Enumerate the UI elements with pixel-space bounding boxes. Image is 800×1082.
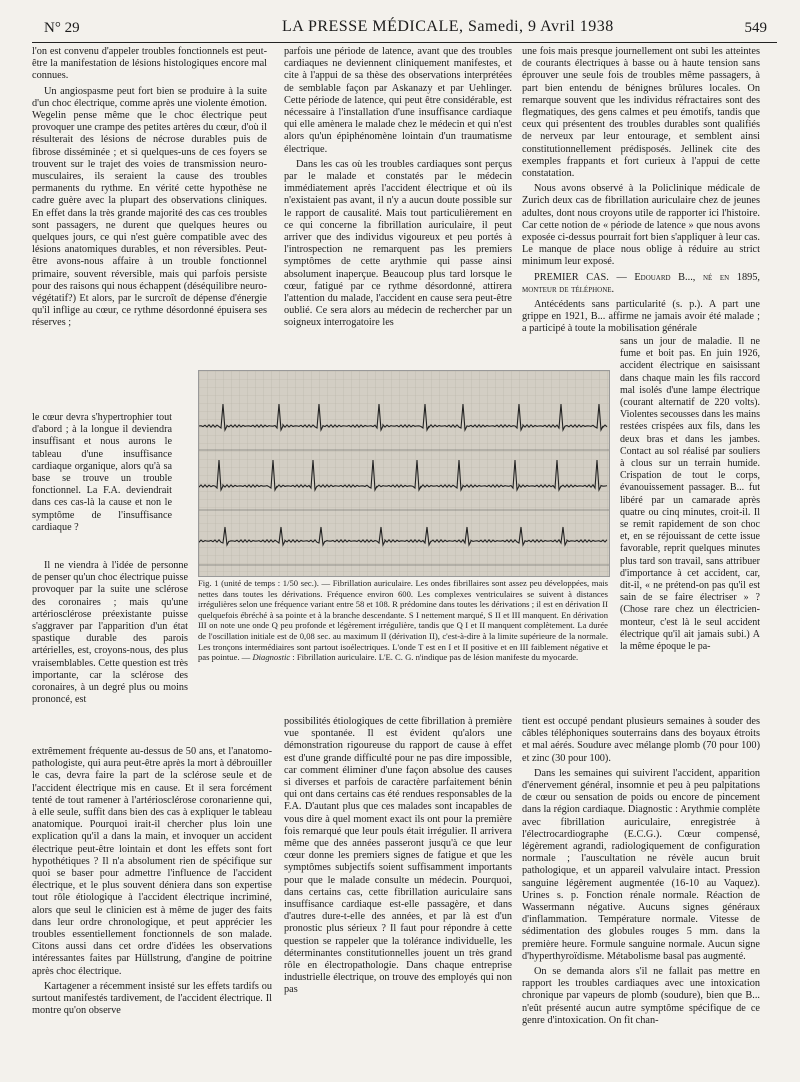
journal-title: LA PRESSE MÉDICALE, Samedi, 9 Avril 1938 [282, 18, 614, 35]
running-header [32, 18, 777, 43]
paragraph: Antécédents sans particularité (s. p.). A part une grippe en 1921, B... affirme ne jamais avoir été malade ; a participé à toute la mobilisation générale [522, 299, 760, 335]
paragraph: Dans les semaines qui suivirent l'accident, apparition d'énervement général, insomnie et peu à peu palpitations de cœur ou sensation de poids ou encore de pincement dans la région cardiaque. Diagnostic : Arythmie complète avec fibrillation auriculaire, enregistrée à l'électrocardiographe (E.C.G.). Cœur compensé, légèrement agrandi, radiologiquement de configuration normale ; l'auscultation ne révèle aucun bruit pathologique, et un appareil valvulaire intact. Pression sanguine légèrement augmentée (16-10 au Vaquez). Urines s. p. Fonction rénale normale. Réaction de Wassermann négative. Aucuns signes généraux d'inflammation. Température normale. Vitesse de sédimentation des globules rouges 5 mm. dans la première heure. Formule sanguine normale. Aucun signe d'hyperthyroïdisme. Métabolisme basal pas augmenté. [522, 767, 760, 962]
column-3-bottom [522, 716, 760, 1030]
column-1-bottom [32, 746, 272, 1020]
paragraph: une fois mais presque journellement ont subi les atteintes de courants électriques à basse ou à haute tension sans éprouver une seule fois de troubles même passagers, à part bien entendu de bénignes brûlures locales. On remarque souvent que les individus réfractaires sont des flegmatiques, des gens calmes et peu émotifs, tandis que ceux qui présentent des troubles durables sont qualifiés de nerveux par leur entourage, et semblent ainsi constitutionnellement prédisposés. Jellinek cite des exemples frappants et fort curieux à l'appui de cette constatation. [522, 46, 760, 180]
issue-number: N° 29 [44, 20, 80, 36]
column-3-wrap [620, 336, 760, 656]
paragraph: sans un jour de maladie. Il ne fume et boit pas. En juin 1926, accident électrique en saisissant dans chaque main les fils raccord mal isolés d'une lampe électrique (courant alternatif de 220 volts). Violentes secousses dans les mains restées crispées aux fils, dans les deux bras et dans les jambes. Contact au sol réalisé par souliers à clous sur un terrain humide. Crispation de tout le corps, évanouissement passager. B... fut libéré par un camarade après quatre ou cinq minutes, croit-il. Il se remit rapidement de son choc et, en se réjouissant de cette issue favorable, reprit quelques minutes plus tard son travail, sans attribuer d'importance à cet accident, car, dit-il, « ne prétend-on pas qu'il est sain de se faire électriser » ? (Chose rare chez un électricien-monteur, c'est là le seul accident électrique qu'il ait jamais subi.) A la même époque le pa- [620, 336, 760, 653]
paragraph: Un angiospasme peut fort bien se produire à la suite d'un choc électrique, comme après une violente émotion. Wegelin pense même que le choc électrique peut provoquer une crampe des petites artères du cœur, d'où il résulterait des lésions de nécrose durables puis de fibrose disséminée ; et si quelques-uns de ces foyers se trouvent sur le trajet des voies de transmission neuro-musculaires, ils seraient la cause des troubles permanents du rythme. En vérité cette hypothèse ne cadre guère avec la plupart des observations cliniques. En effet dans la très grande majorité des cas ces troubles sont passagers, ne durent que quelques heures ou quelques jours, ce qui n'est guère compatible avec des lésions anatomiques durables, et non réversibles. Peut-être avons-nous affaire à un trouble fonctionnel primaire, souvent réversible, mais qui parfois persiste pour des raisons qui nous échappent (déséquilibre neuro-végétatif?) Et alors, par le surcroît de dépense d'énergie qu'il inflige au cœur, ce rythme désordonné épuisera ses réserves ; [32, 85, 267, 329]
column-1-top [32, 46, 267, 333]
paragraph: Nous avons observé à la Policlinique médicale de Zurich deux cas de fibrillation auriculaire chez de jeunes adultes, dont nous croyons utile de rapporter ici l'histoire. Car cette notion de « période de latence » que nous avons exposée ci-dessus pourrait fort bien s'appliquer à leur cas. Le manque de place nous oblige à réduire au strict minimum leur exposé. [522, 183, 760, 268]
paragraph: tient est occupé pendant plusieurs semaines à souder des câbles téléphoniques souterrains dans des boyaux étroits et mal aérés. Soudure avec mélange plomb (70 pour 100) et zinc (30 pour 100). [522, 716, 760, 764]
column-2-bottom [284, 716, 512, 1000]
paragraph: extrêmement fréquente au-dessus de 50 ans, et l'anatomo-pathologiste, qui aura peut-être après la mort à débrouiller le cas, devra faire la part de la sclérose seule et de l'accident électrique mis en cause. Et il sera forcément tenté de tout ramener à l'artériosclérose coronarienne qui, à elle seule, suffit dans bien des cas à expliquer le tableau anatomique. Pourquoi irait-il chercher plus loin une explication qu'il a dans la main, et invoquer un accident électrique peut-être lointain et dont les effets sont fort hypothétiques ? Il n'a absolument rien de spécifique sur quoi se baser pour admettre l'influence de l'accident électrique, et le plus souvent déniera dans son expertise tout rôle étiologique à l'accident électrique incriminé, alors que seul le clinicien est à même de juger des faits dans leur ordre chronologique, et peut apprécier les troubles essentiellement fonctionnels de son malade. Citons aussi dans cet ordre d'idées les observations intéressantes faites par Hüllstrung, d'angine de poitrine après choc électrique. [32, 746, 272, 977]
paragraph: possibilités étiologiques de cette fibrillation à première vue spontanée. Il est évident qu'alors une démonstration rigoureuse du rapport de cause à effet est d'une grande difficulté pour ne pas dire impossible, car comment éliminer d'une façon absolue des causes si diverses et parfois de caractère parfaitement bénin qui ont dans certains cas été rendues responsables de la F.A. D'autant plus que ces malades sont incapables de vous dire à quel moment exact ils ont pour la première fois remarqué que leur pouls était irrégulier. Il arrivera même que des années passeront jusqu'à ce que leur cœur donne les premiers signes de fatigue et que les symptômes subjectifs soient suffisamment importants pour que le malade consulte un médecin. Pourquoi, dans certains cas, cette fibrillation auriculaire sans insuffisance cardiaque est-elle passagère, et dans d'autres dure-t-elle des années, et par là est d'un pronostic plus sérieux ? Il faut pour répondre à cette question se rappeler que la tolérance individuelle, les déterminantes constitutionnelles jouent un très grand rôle en électropathologie. Dans chaque entreprise industrielle électrique, on trouve des employés qui non pas [284, 716, 512, 996]
caption-text: Fig. 1 (unité de temps : 1/50 sec.). — Fibrillation auriculaire. Les ondes fibrillaires sont assez peu développées, mais nettes dans toutes les dérivations. Fréquence environ 600. Les complexes ventriculaires se suivent à distances irrégulières selon une fréquence variant entre 58 et 108. R prédomine dans toutes les dérivations ; il est en dérivation II quelquefois ébréché à sa pointe et à la branche descendante. S I nettement marqué, S II et III manquent. En dérivation III on note une onde Q peu profonde et légèrement irrégulière, tandis que Q I et II manquent complètement. La durée de l'oscillation initiale est de 0,08 sec. au maximum II (dérivation II), c'est-à-dire à la limite supérieure de la normale. Les tronçons intermédiaires sont partout isoélectriques. L'onde T est en I et II positive et en III faiblement négative et pas pointue. — [198, 578, 608, 663]
column-2-top [284, 46, 512, 366]
paragraph: On se demanda alors s'il ne fallait pas mettre en rapport les troubles cardiaques avec une intoxication chronique par vapeurs de plomb (soudure), bien que B... n'eût présenté aucun autre symptôme spécifique de ce genre d'intoxication. On fit chan- [522, 966, 760, 1026]
ecg-tracing [199, 371, 609, 576]
caption-diagnostic-label: Diagnostic [252, 652, 291, 663]
caption-diagnostic: : Fibrillation auriculaire. L'E. C. G. n'indique pas de lésion manifeste du myocarde. [290, 652, 579, 663]
paragraph: Dans les cas où les troubles cardiaques sont perçus par le malade et constatés par le médecin immédiatement après l'accident électrique et où ils n'existaient pas avant, il n'y a aucun doute possible sur le rapport de causalité. Mais tout particulièrement en ce qui concerne la fibrillation auriculaire, il peut arriver que des individus vigoureux et peu portés à l'introspection ne remarquent pas les premiers symptômes de cette arythmie qui passe ainsi absolument inaperçue. Beaucoup plus tard lorsque le cœur, fatigué par ce rythme désordonné, attirera l'attention du malade, l'accident en cause sera peut-être oublié. Ce sera alors au médecin de rechercher par un soigneux interrogatoire les [284, 158, 512, 329]
page-number: 549 [744, 20, 767, 36]
case-heading: PREMIER CAS. — Edouard B..., né en 1895, monteur de téléphone. [522, 271, 760, 295]
paragraph: Il ne viendra à l'idée de personne de penser qu'un choc électrique puisse provoquer par la suite une sclérose des coronaires ; mais qu'une artériosclérose préexistante puisse s'aggraver par l'apparition d'un état spastique durable des parois artérielles, est, croyons-nous, des plus vraisemblables. Cette question est très importante, car la sclérose des coronaires, à un degré plus ou moins prononcé, est [32, 560, 189, 706]
column-1-wrap-2 [32, 560, 188, 709]
ecg-figure [198, 370, 610, 577]
column-1-wrap [32, 412, 172, 537]
paragraph: parfois une période de latence, avant que des troubles cardiaques ne deviennent cliniquement manifestes, et cite à l'appui de sa thèse des observations interprétées de semblable façon par Askanazy et par Uehlinger. Cette période de latence, qui peut être considérable, est nécessaire à l'installation d'une insuffisance cardiaque qui elle amènera le malade chez le médecin et qui n'est alors qu'un épiphénomène lointain d'un traumatisme électrique. [284, 46, 512, 155]
paragraph: l'on est convenu d'appeler troubles fonctionnels est peut-être la manifestation de lésions histologiques encore mal connues. [32, 46, 267, 82]
column-3-top [522, 46, 760, 336]
paragraph: le cœur devra s'hypertrophier tout d'abord ; à la longue il deviendra insuffisant et nous aurons le tableau d'une insuffisance cardiaque organique, alors qu'à sa base se trouve un trouble fonctionnel. La F.A. deviendrait dans ces cas-là la cause et non le symptôme de l'insuffisance cardiaque ? [32, 412, 172, 533]
figure-caption [198, 578, 608, 663]
paragraph: Kartagener a récemment insisté sur les effets tardifs ou surtout manifestés tardivement, de l'accident électrique. Il montre qu'on observe [32, 980, 272, 1017]
